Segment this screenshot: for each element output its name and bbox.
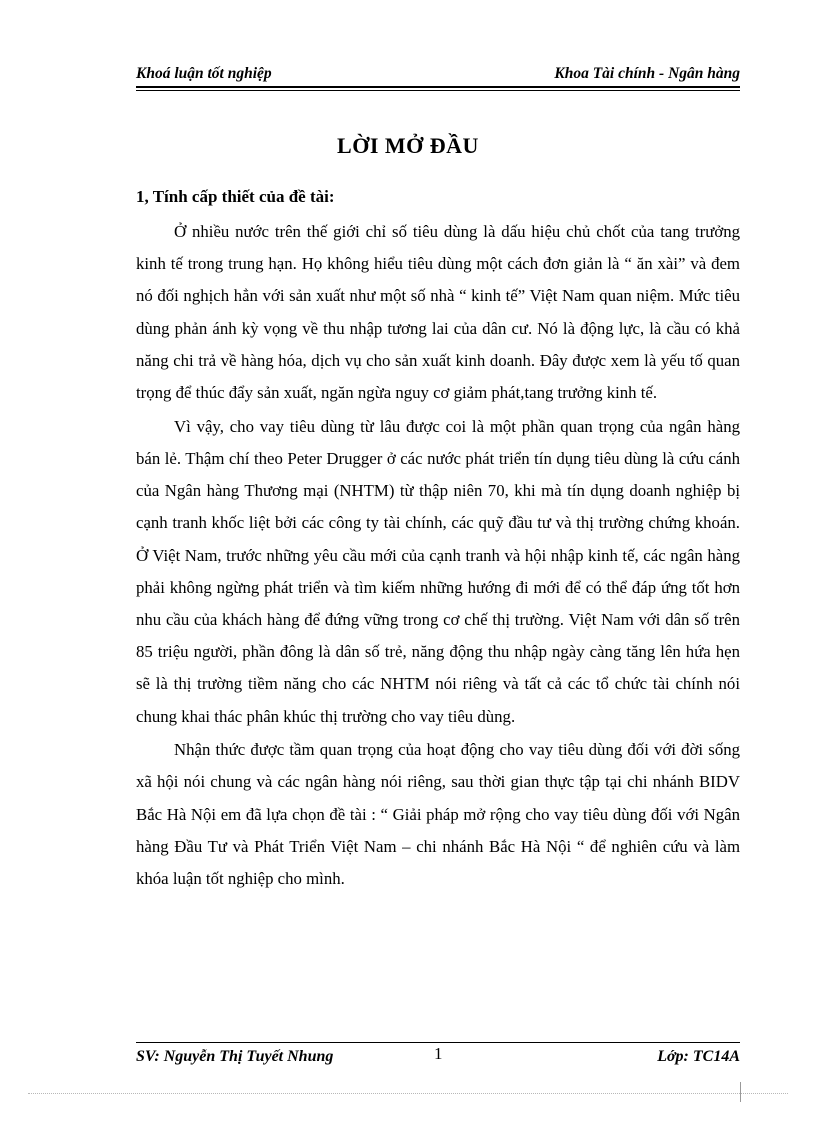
page-number: 1 — [434, 1044, 443, 1063]
header-right-text: Khoa Tài chính - Ngân hàng — [554, 65, 740, 82]
footer-class: Lớp: TC14A — [657, 1048, 740, 1065]
page-header — [136, 62, 740, 88]
page-footer — [136, 1042, 740, 1071]
section-heading: 1, Tính cấp thiết của đề tài: — [136, 187, 335, 206]
header-left-text: Khoá luận tốt nghiệp — [136, 65, 272, 82]
page-boundary-line — [28, 1093, 788, 1094]
margin-mark — [740, 1082, 741, 1102]
paragraph: Vì vậy, cho vay tiêu dùng từ lâu được coi là một phần quan trọng của ngân hàng bán lẻ. Thậm chí theo Peter Drugger ở các nước phát triển tín dụng tiêu dùng là cứu cánh của Ngân hàng Thương mại (NHTM) từ thập niên 70, khi mà tín dụng doanh nghiệp bị cạnh tranh khốc liệt bởi các công ty tài chính, các quỹ đầu tư và thị trường chứng khoán. Ở Việt Nam, trước những yêu cầu mới của cạnh tranh và hội nhập kinh tế, các ngân hàng phải không ngừng phát triển và tìm kiếm những hướng đi mới để có thể đáp ứng tốt hơn nhu cầu của khách hàng để đứng vững trong cơ chế thị trường. Việt Nam với dân số trên 85 triệu người, phần đông là dân số trẻ, năng động thu nhập ngày càng tăng lên hứa hẹn sẽ là thị trường tiềm năng cho các NHTM nói riêng và tất cả các tổ chức tài chính nói chung khai thác phân khúc thị trường cho vay tiêu dùng. — [136, 416, 740, 726]
document-body — [136, 216, 740, 897]
paragraph: Nhận thức được tầm quan trọng của hoạt động cho vay tiêu dùng đối với đời sống xã hội nói chung và các ngân hàng nói riêng, sau thời gian thực tập tại chi nhánh BIDV Bắc Hà Nội em đã lựa chọn đề tài : “ Giải pháp mở rộng cho vay tiêu dùng đối với Ngân hàng Đầu Tư và Phát Triển Việt Nam – chi nhánh Bắc Hà Nội “ để nghiên cứu và làm khóa luận tốt nghiệp cho mình. — [136, 740, 740, 889]
footer-author: SV: Nguyễn Thị Tuyết Nhung — [136, 1048, 334, 1065]
page-title: LỜI MỞ ĐẦU — [337, 133, 479, 158]
paragraph: Ở nhiều nước trên thế giới chỉ số tiêu dùng là dấu hiệu chủ chốt của tang trưởng kinh tế trong trung hạn. Họ không hiểu tiêu dùng một cách đơn giản là “ ăn xài” và đem nó đối nghịch hẳn với sản xuất như một số nhà “ kinh tế” Việt Nam quan niệm. Mức tiêu dùng phản ánh kỳ vọng về thu nhập tương lai của dân cư. Nó là động lực, là cầu có khả năng chi trả về hàng hóa, dịch vụ cho sản xuất kinh doanh. Đây được xem là yếu tố quan trọng để thúc đẩy sản xuất, ngăn ngừa nguy cơ giảm phát,tang trưởng kinh tế. — [136, 222, 740, 403]
